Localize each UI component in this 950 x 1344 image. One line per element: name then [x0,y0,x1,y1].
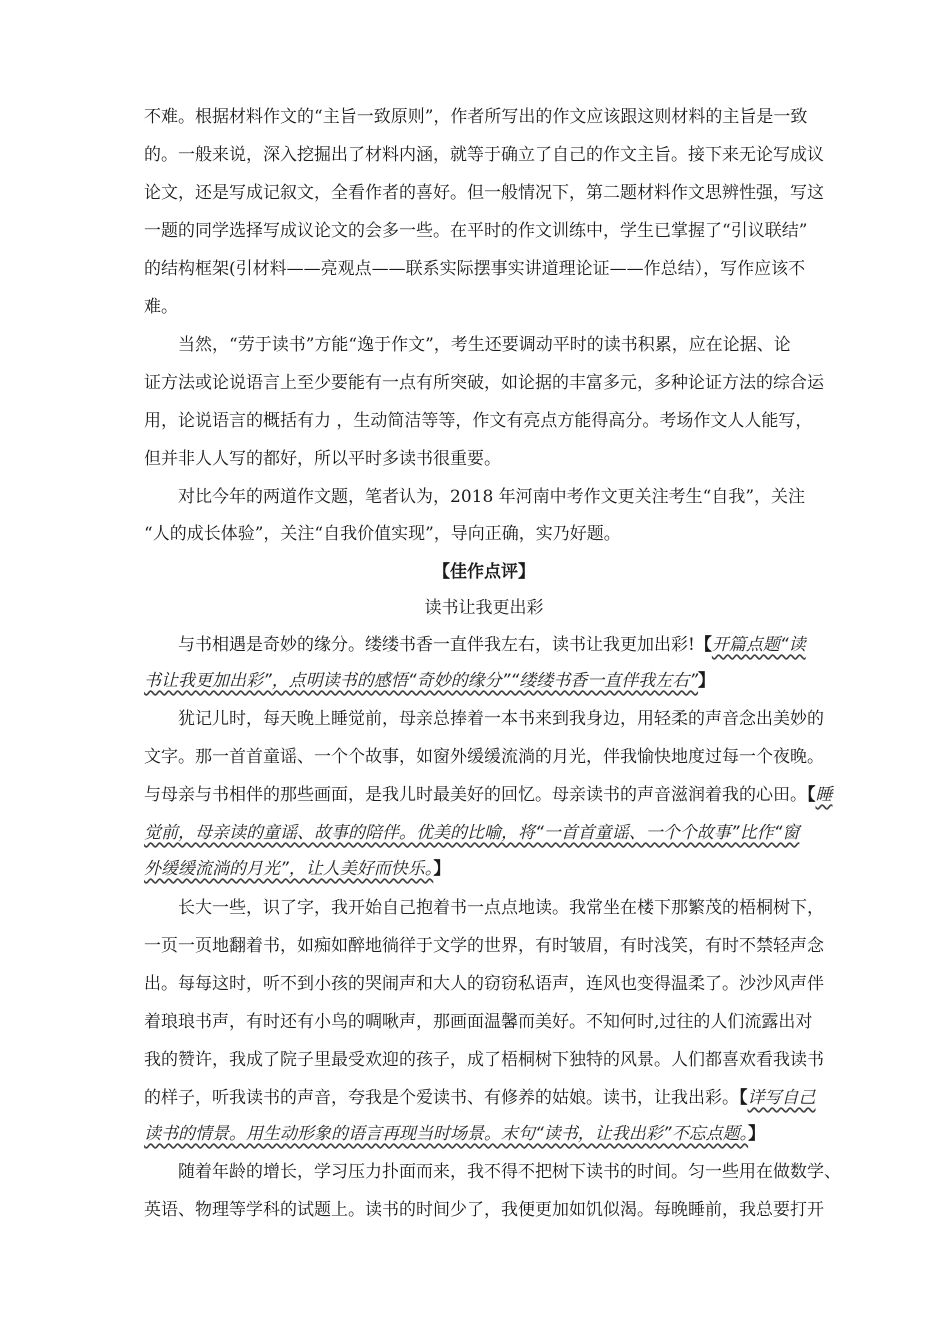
text-line: 文字。那一首首童谣、一个个故事，如窗外缓缓流淌的月光，伴我愉快地度过每一个夜晚。 [144,747,824,767]
annotation-comment: 睡 [815,785,833,805]
annotation-comment: 读书的情景。用生动形象的语言再现当时场景。末句“读书，让我出彩”不忘点题。 [144,1124,749,1144]
text-line: 用，论说语言的概括有力 ，生动简洁等等，作文有亮点方能得高分。考场作文人人能写， [144,411,813,431]
text-line [144,669,824,693]
text-line: “人的成长体验”，关注“自我价值实现”，导向正确，实乃好题。 [144,524,621,544]
annotation-comment: 书让我更加出彩”，点明读书的感悟“奇妙的缘分”“缕缕书香一直伴我左右” [144,671,699,691]
text-line: 证方法或论说语言上至少要能有一点有所突破，如论据的丰富多元，多种论证方法的综合运 [144,373,824,393]
text-line [144,1122,824,1146]
text-line: 的结构框架(引材料——亮观点——联系实际摆事实讲道理论证——作总结），写作应该不 [144,259,806,279]
text-line: 着琅琅书声，有时还有小鸟的啁啾声，那画面温馨而美好。不知何时,过往的人们流露出对 [144,1012,813,1032]
text-line [178,633,824,657]
essay-title: 读书让我更出彩 [424,598,544,618]
text-line: 我的赞许，我成了院子里最受欢迎的孩子，成了梧桐树下独特的风景。人们都喜欢看我读书 [144,1050,824,1070]
comment-close-bracket: 】 [433,859,451,879]
comment-close-bracket: 】 [748,1124,766,1144]
comment-open-bracket: 【 [739,1088,748,1108]
text-line: 犹记儿时，每天晚上睡觉前，母亲总捧着一本书来到我身边，用轻柔的声音念出美妙的 [178,709,824,729]
text-line: 但并非人人写的都好，所以平时多读书很重要。 [144,449,501,469]
text-line: 论文，还是写成记叙文，全看作者的喜好。但一般情况下，第二题材料作文思辨性强，写这 [144,183,824,203]
annotation-comment: 外缓缓流淌的月光”，让人美好而快乐。 [144,859,434,879]
text-line: 不难。根据材料作文的“主旨一致原则”，作者所写出的作文应该跟这则材料的主旨是一致 [144,107,808,127]
annotation-comment: 觉前，母亲读的童谣、故事的陪伴。优美的比喻，将“一首首童谣、一个个故事”比作“窗 [144,823,800,843]
text-line [144,783,833,807]
comment-open-bracket: 【 [694,635,712,655]
text-line: 一题的同学选择写成议论文的会多一些。在平时的作文训练中，学生已掌握了“引议联结” [144,221,808,241]
text-line: 对比今年的两道作文题，笔者认为，2018 年河南中考作文更关注考生“自我”，关注 [178,487,806,507]
text-line: 长大一些，识了字，我开始自己抱着书一点点地读。我常坐在楼下那繁茂的梧桐树下， [178,898,824,918]
annotation-comment: 详写自己 [747,1088,816,1108]
body-text: 与母亲与书相伴的那些画面，是我儿时最美好的回忆。母亲读书的声音滋润着我的心田。 [144,785,807,805]
body-text: 与书相遇是奇妙的缘分。缕缕书香一直伴我左右，读书让我更加出彩! [178,635,695,655]
text-line [144,821,824,845]
text-line: 难。 [144,297,178,317]
comment-open-bracket: 【 [807,785,816,805]
text-line: 随着年龄的增长，学习压力扑面而来，我不得不把树下读书的时间。匀一些用在做数学、 [178,1162,841,1182]
text-line: 英语、物理等学科的试题上。读书的时间少了，我便更加如饥似渴。每晚睡前，我总要打开 [144,1200,824,1220]
text-line: 当然，“劳于读书”方能“逸于作文”，考生还要调动平时的读书积累，应在论据、论 [178,335,791,355]
annotation-comment: 开篇点题“读 [711,635,806,655]
text-line: 一页一页地翻着书，如痴如醉地徜徉于文学的世界，有时皱眉，有时浅笑，有时不禁轻声念 [144,936,824,956]
comment-close-bracket: 】 [698,671,716,691]
section-heading: 【佳作点评】 [433,562,535,582]
body-text: 的样子，听我读书的声音，夸我是个爱读书、有修养的姑娘。读书，让我出彩。 [144,1088,739,1108]
text-line: 的。一般来说，深入挖掘出了材料内涵，就等于确立了自己的作文主旨。接下来无论写成议 [144,145,824,165]
text-line: 出。每每这时，听不到小孩的哭闹声和大人的窃窃私语声，连风也变得温柔了。沙沙风声伴 [144,974,824,994]
text-line [144,1086,824,1110]
text-line [144,857,824,881]
